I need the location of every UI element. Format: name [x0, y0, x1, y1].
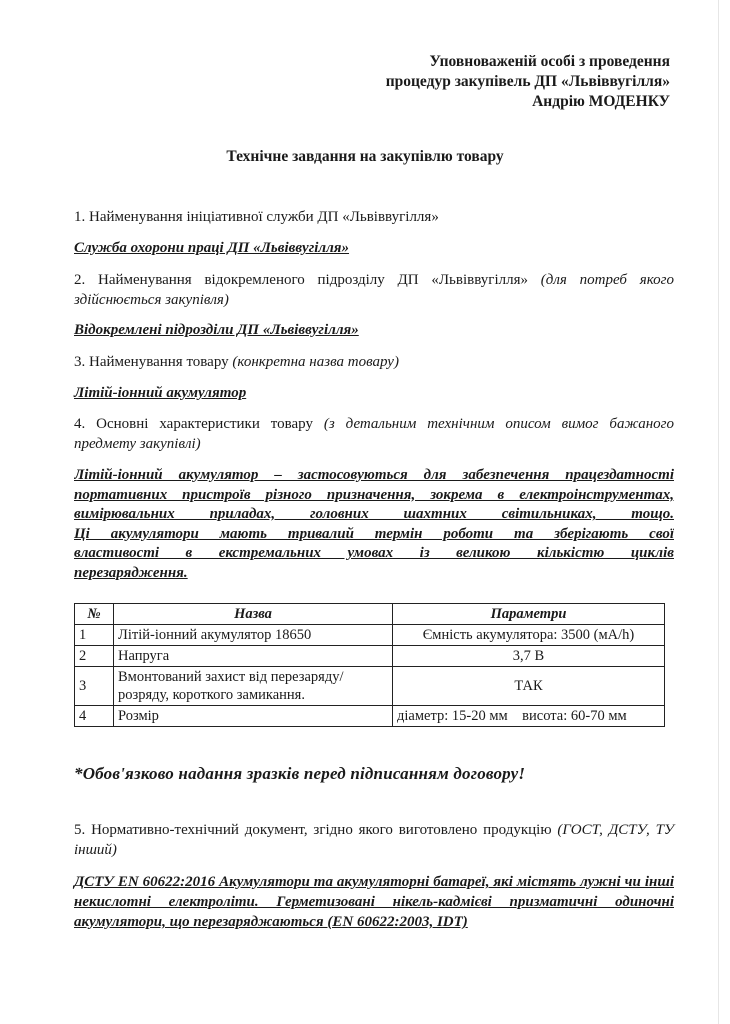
section-3-label — [74, 352, 674, 372]
section-2-answer: Відокремлені підрозділи ДП «Львіввугілля» — [74, 322, 359, 338]
table-cell: ТАК — [393, 667, 665, 706]
section-1-answer: Служба охорони праці ДП «Львіввугілля» — [74, 240, 350, 256]
section-4-answer-line: властивості в екстремальних умовах із великою кількістю циклів — [74, 545, 674, 561]
section-2-label-text: 2. Найменування відокремленого підрозділу ДП «Львіввугілля» — [74, 272, 528, 288]
table-cell: 3,7 В — [393, 646, 665, 667]
section-4-answer-line: Літій-іонний акумулятор – застосовуються для забезпечення працездатності — [74, 467, 674, 483]
section-2-label — [74, 270, 674, 310]
section-4-label-text: 4. Основні характеристики товару — [74, 416, 313, 432]
table-cell: 3 — [75, 667, 114, 706]
table-cell: 2 — [75, 646, 114, 667]
section-4-answer-line: вимірювальних приладах, головних шахтних світильниках, тощо. — [74, 506, 674, 522]
table-cell: Розмір — [114, 706, 393, 727]
section-3-answer: Літій-іонний акумулятор — [74, 385, 247, 401]
table-row — [75, 625, 665, 646]
section-3-hint: (конкретна назва товару) — [232, 354, 399, 370]
table-cell: Літій-іонний акумулятор 18650 — [114, 625, 393, 646]
addressee-line-1: Уповноваженій особі з проведення — [429, 53, 670, 70]
section-5-label — [74, 820, 674, 860]
table-header-cell: Параметри — [393, 604, 665, 625]
section-5-answer: ДСТУ EN 60622:2016 Акумулятори та акумуляторні батареї, які містять лужні чи інші некислотні електроліти. Герметизовані нікель-кадмієві призматичні одиночні акумулятори, що перезаряджаються (EN 60622:2003, IDT) — [74, 874, 674, 930]
section-1-label: 1. Найменування ініціативної служби ДП «Львіввугілля» — [74, 209, 439, 225]
section-4-answer-line: перезарядження. — [74, 564, 188, 581]
parameters-table — [74, 603, 665, 727]
addressee-line-3: Андрію МОДЕНКУ — [532, 93, 670, 110]
addressee-block — [386, 52, 670, 112]
table-cell: Вмонтований захист від перезаряду/розряду, короткого замикання. — [114, 667, 393, 706]
section-4-hint: (з детальним технічним описом вимог бажаного предмету закупівлі) — [74, 416, 675, 452]
section-4-answer-line: портативних пристроїв різного призначення, зокрема в електроінструментах, — [74, 486, 674, 503]
section-4-answer — [74, 466, 674, 583]
section-5-label-text: 5. Нормативно-технічний документ, згідно якого виготовлено продукцію — [74, 822, 552, 838]
section-2-hint: (для потреб якого здійснюється закупівля) — [74, 272, 675, 308]
table-header-cell: Назва — [114, 604, 393, 625]
table-cell: 1 — [75, 625, 114, 646]
table-cell: Напруга — [114, 646, 393, 667]
table-row — [75, 646, 665, 667]
table-row — [75, 667, 665, 706]
table-cell: діаметр: 15-20 мм висота: 60-70 мм — [393, 706, 665, 727]
table-row — [75, 706, 665, 727]
document-title: Технічне завдання на закупівлю товару — [226, 148, 504, 165]
section-4-answer-line: Ці акумулятори мають тривалий термін роботи та зберігають свої — [74, 525, 674, 542]
addressee-line-2: процедур закупівель ДП «Львіввугілля» — [385, 73, 670, 90]
section-3-label-text: 3. Найменування товару — [74, 354, 229, 370]
samples-note: *Обов'язково надання зразків перед підписанням договору! — [74, 764, 526, 783]
table-cell: 4 — [75, 706, 114, 727]
section-4-label — [74, 414, 674, 454]
table-cell: Ємність акумулятора: 3500 (мА/h) — [393, 625, 665, 646]
table-header-row — [75, 604, 665, 625]
section-5-hint: (ГОСТ, ДСТУ, ТУ інший) — [74, 822, 675, 858]
table-header-cell: № — [75, 604, 114, 625]
